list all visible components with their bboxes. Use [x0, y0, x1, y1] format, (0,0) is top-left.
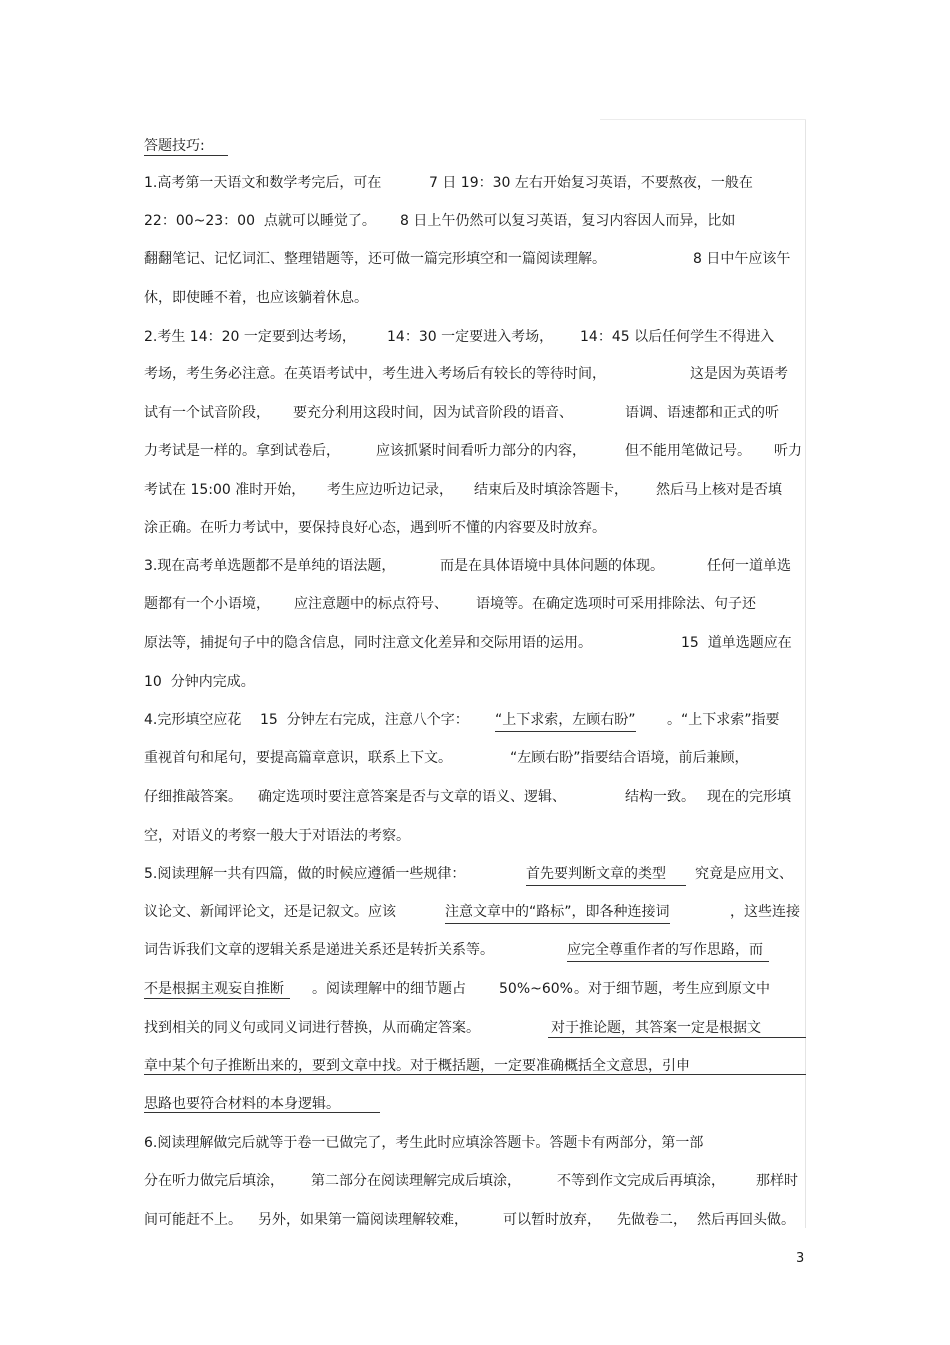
text-line: 找到相关的同义句或同义词进行替换，从而确定答案。 对于推论题，其答案一定是根据文	[144, 1020, 761, 1036]
text-line: 间可能赶不上。 另外，如果第一篇阅读理解较难， 可以暂时放弃， 先做卷二， 然后再回头做。	[144, 1212, 795, 1228]
text-line: 4.完形填空应花 15 分钟左右完成，注意八个字： “上下求索，左顾右盼” 。“上下求索”指要	[144, 710, 241, 730]
text-line: 分在听力做完后填涂， 第二部分在阅读理解完成后填涂， 不等到作文完成后再填涂， 那样时	[144, 1173, 798, 1189]
text-line: 6.阅读理解做完后就等于卷一已做完了，考生此时应填涂答题卡。答题卡有两部分，第一部	[144, 1135, 704, 1151]
text-line: 10 分钟内完成。	[144, 674, 255, 690]
text-line: 仔细推敲答案。 确定选项时要注意答案是否与文章的语义、逻辑、 结构一致。 现在的完形填	[144, 789, 791, 805]
underline-rule	[548, 1037, 806, 1038]
text-line: 章中某个句子推断出来的，要到文章中找。对于概括题，一定要准确概括全文意思，引申	[144, 1058, 690, 1074]
text-line: 翻翻笔记、记忆词汇、整理错题等，还可做一篇完形填空和一篇阅读理解。 8 日中午应该午	[144, 251, 791, 267]
underline-rule	[144, 1112, 380, 1113]
heading-underline	[144, 155, 228, 156]
frame-right-line	[805, 120, 806, 1228]
text-line: 3.现在高考单选题都不是单纯的语法题， 而是在具体语境中具体问题的体现。 任何一道单选	[144, 558, 791, 574]
text-line: 试有一个试音阶段， 要充分利用这段时间，因为试音阶段的语音、 语调、语速都和正式的听	[144, 405, 779, 421]
text-line: 空，对语义的考察一般大于对语法的考察。	[144, 828, 410, 844]
frame-top-line	[600, 119, 806, 120]
text-line: 不是根据主观妄自推断 。阅读理解中的细节题占 50%~60% 。对于细节题，考生应到原文中	[144, 981, 770, 997]
text-line: 5.阅读理解一共有四篇，做的时候应遵循一些规律： 首先要判断文章的类型 究竟是应用文、	[144, 864, 465, 884]
text-line: 力考试是一样的。拿到试卷后， 应该抓紧时间看听力部分的内容， 但不能用笔做记号。 听力	[144, 443, 802, 459]
text-line: 考试在 15:00 准时开始， 考生应边听边记录， 结束后及时填涂答题卡， 然后马上核对是否填	[144, 482, 782, 498]
text-line: 2.考生 14：20 一定要到达考场， 14：30 一定要进入考场， 14：45 以后任何学生不得进入	[144, 329, 775, 345]
text-line: 词告诉我们文章的逻辑关系是递进关系还是转折关系等。 应完全尊重作者的写作思路，而	[144, 940, 494, 960]
text-line: 22：00~23：00 点就可以睡觉了。 8 日上午仍然可以复习英语，复习内容因人而异，比如	[144, 213, 736, 229]
text-line: 休，即使睡不着，也应该躺着休息。	[144, 290, 368, 306]
text-line: 题都有一个小语境， 应注意题中的标点符号、 语境等。在确定选项时可采用排除法、句子还	[144, 596, 756, 612]
underline-rule	[144, 1074, 806, 1075]
text-line: 思路也要符合材料的本身逻辑。	[144, 1096, 340, 1112]
text-line: 1.高考第一天语文和数学考完后，可在 7 日 19：30 左右开始复习英语，不要熬夜，一般在	[144, 175, 753, 191]
text-line: 重视首句和尾句，要提高篇章意识，联系上下文。 “左顾右盼”指要结合语境，前后兼顾，	[144, 750, 749, 766]
text-line: 考场，考生务必注意。在英语考试中，考生进入考场后有较长的等待时间， 这是因为英语考	[144, 366, 788, 382]
page-number: 3	[796, 1251, 805, 1266]
text-line: 议论文、新闻评论文，还是记叙文。应该 注意文章中的“路标”，即各种连接词 ，这些连接	[144, 902, 396, 922]
text-line: 原法等，捕捉句子中的隐含信息，同时注意文化差异和交际用语的运用。 15 道单选题应在	[144, 635, 792, 651]
section-heading: 答题技巧:	[144, 138, 205, 154]
text-line: 涂正确。在听力考试中，要保持良好心态，遇到听不懂的内容要及时放弃。	[144, 520, 606, 536]
